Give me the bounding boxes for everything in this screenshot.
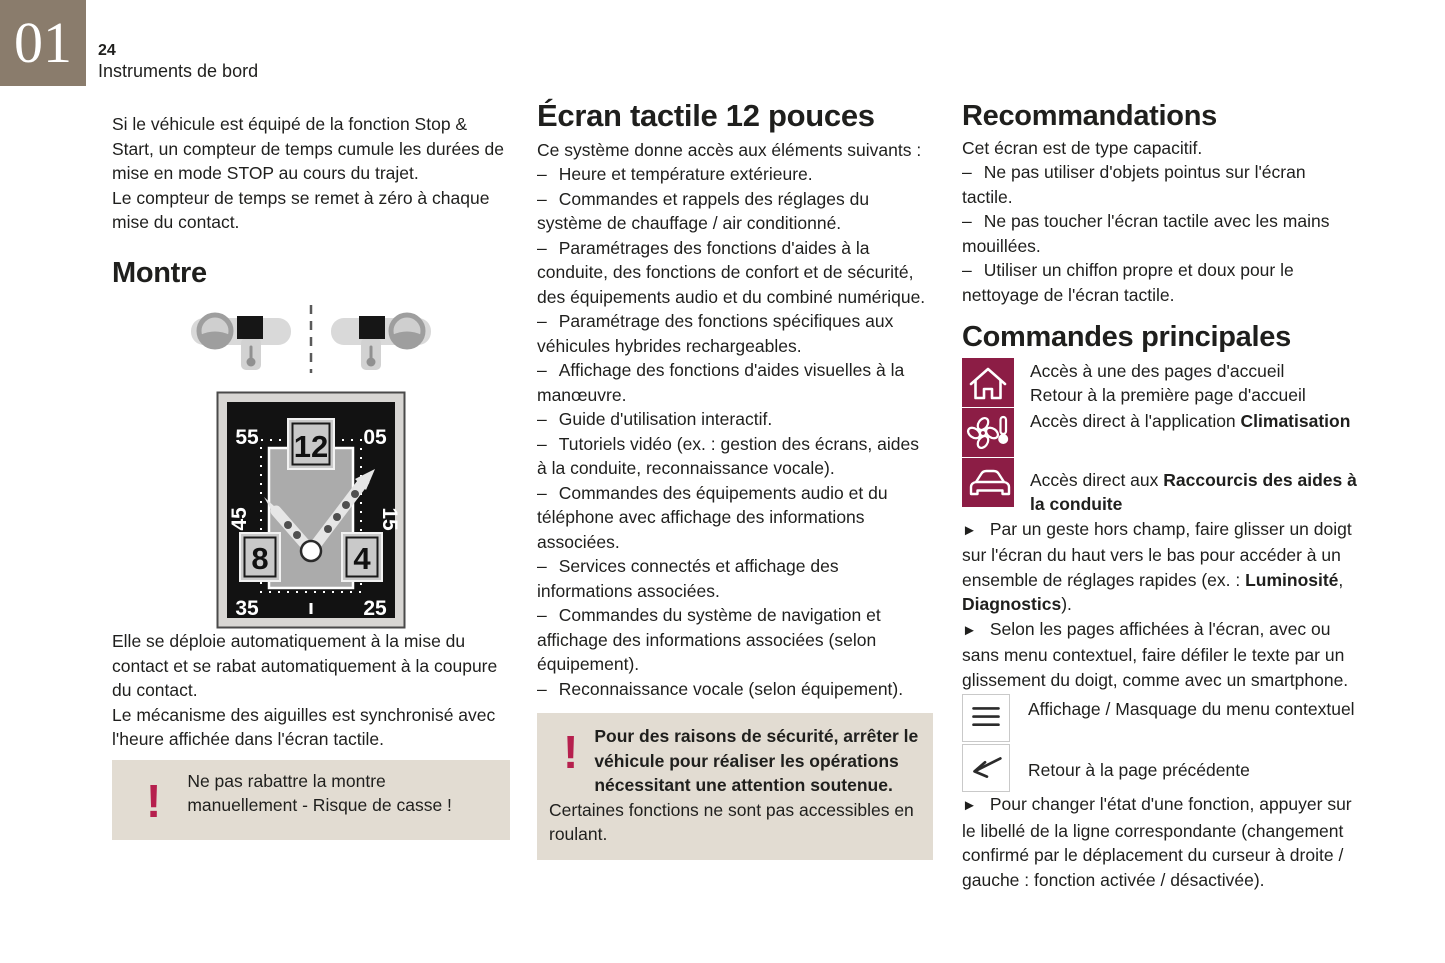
list-item: – Guide d'utilisation interactif. [537,409,773,429]
counter-reset-paragraph: Le compteur de temps se remet à zéro à chaque mise du contact. [112,187,490,232]
climate-fan-thermometer-icon [962,408,1014,457]
control-row-climate [962,408,1360,458]
hour-label-4: 4 [353,541,371,576]
page-number: 24 [98,42,116,59]
control-row-contextual-menu [962,694,1360,742]
list-item: – Reconnaissance vocale (selon équipement). [537,678,904,699]
section-title-ecran-tactile: Écran tactile 12 pouces [537,98,875,133]
warning-text: Ne pas rabattre la montre manuellement - Risque de casse ! [187,770,452,815]
list-item: – Commandes du système de navigation et affichage des informations associées (selon équipement). [537,605,881,674]
gesture-paragraph-scroll: ► Selon les pages affichées à l'écran, avec ou sans menu contextuel, faire défiler le texte par un glissement du doigt, comme avec un smartphone. [962,618,1349,690]
home-button-tile [962,358,1014,407]
back-arrow-icon [963,744,1009,792]
list-item: – Utiliser un chiffon propre et doux pour le nettoyage de l'écran tactile. [962,260,1294,305]
clock-deploy-paragraph: Elle se déploie automatiquement à la mise du contact et se rabat automatiquement à la coupure du contact. [112,631,498,700]
chapter-number: 01 [14,10,72,75]
minute-label-15: 15 [378,507,401,531]
section-title-recommandations: Recommandations [962,100,1217,132]
home-icon [962,358,1014,407]
list-item: – Commandes des équipements audio et du téléphone avec affichage des informations associées. [537,482,888,552]
gesture-paragraph-toggle: ► Pour changer l'état d'une fonction, appuyer sur le libellé de la ligne correspondante (changement confirmé par le déplacement du curseur à droite / gauche : fonction activée / désactivée). [962,794,1352,890]
gesture-paragraph-quick-settings: ► Par un geste hors champ, faire glisser un doigt sur l'écran du haut vers le bas pour accéder à un ensemble de réglages rapides (ex. : Luminosité, Diagnostics). [962,518,1352,614]
capacitive-intro: Cet écran est de type capacitif. [962,137,1203,158]
right-hand-drive-dashboard [331,315,431,370]
hour-label-8: 8 [251,541,269,576]
list-item: – Ne pas utiliser d'objets pointus sur l'écran tactile. [962,162,1306,207]
list-item: – Services connectés et affichage des informations associées. [537,556,839,601]
contextual-menu-button-tile [962,694,1010,742]
section-title-commandes-principales: Commandes principales [962,321,1291,353]
chapter-title: Instruments de bord [98,61,259,82]
control-row-text: Accès direct aux Raccourcis des aides à la conduite [1030,469,1357,514]
list-item: – Tutoriels vidéo (ex. : gestion des écrans, aides à la conduite, reconnaissance vocale). [537,433,919,478]
control-row-text: Accès à une des pages d'accueil Retour à la première page d'accueil [1030,360,1306,405]
control-row-driving-aids [962,458,1360,517]
list-item: – Heure et température extérieure. [537,164,813,184]
minute-label-05: 05 [363,426,387,449]
left-column [112,112,510,840]
pointer-marker: ► [962,797,977,814]
climate-button-tile [962,408,1014,457]
warning-exclamation-icon: ! [146,774,162,827]
minute-label-35: 35 [235,597,259,620]
car-front-icon [962,458,1014,507]
control-row-text: Retour à la page précédente [1028,760,1250,780]
touchscreen-intro: Ce système donne accès aux éléments suivants : [537,139,922,160]
pointer-marker: ► [962,621,977,639]
warning-text: Pour des raisons de sécurité, arrêter le véhicule pour réaliser les opérations nécessitant une attention soutenue. Certaines fonctions ne sont pas accessibles en roulant. [549,726,919,844]
minute-label-55: 55 [235,426,259,449]
list-item: – Ne pas toucher l'écran tactile avec les mains mouillées. [962,211,1330,256]
warning-box-safety [537,713,933,860]
left-hand-drive-dashboard [191,315,291,370]
list-item: – Paramétrage des fonctions spécifiques aux véhicules hybrides rechargeables. [537,311,894,356]
right-column [962,100,1360,892]
warning-exclamation-icon: ! [563,726,579,778]
list-item: – Affichage des fonctions d'aides visuelles à la manœuvre. [537,360,905,405]
list-item: – Paramétrages des fonctions d'aides à la conduite, des fonctions de confort et de sécurité, des équipements audio et du combiné numérique. [537,237,926,307]
page-header [98,42,258,84]
section-title-montre: Montre [112,256,207,289]
clock-sync-paragraph: Le mécanisme des aiguilles est synchronisé avec l'heure affichée dans l'écran tactile. [112,704,496,749]
analog-clock-illustration [216,391,406,629]
minute-label-45: 45 [228,507,251,531]
control-row-back [962,744,1360,792]
warning-box-clock [112,760,510,840]
stop-start-paragraph: Si le véhicule est équipé de la fonction Stop & Start, un compteur de temps cumule les durées de mise en mode STOP au cours du trajet. [112,114,505,183]
hour-label-12: 12 [293,429,329,464]
control-row-home [962,358,1360,408]
contextual-menu-icon [963,694,1009,742]
back-button-tile [962,744,1010,792]
list-item: – Commandes et rappels des réglages du système de chauffage / air conditionné. [537,188,870,233]
minute-label-25: 25 [363,597,387,620]
pointer-marker: ► [962,521,977,539]
clock-location-illustration [185,299,437,379]
driving-aids-button-tile [962,458,1014,507]
chapter-number-badge [0,0,86,86]
middle-column [537,98,933,860]
control-row-text: Affichage / Masquage du menu contextuel [1028,699,1355,719]
control-row-text: Accès direct à l'application Climatisation [1030,410,1351,431]
